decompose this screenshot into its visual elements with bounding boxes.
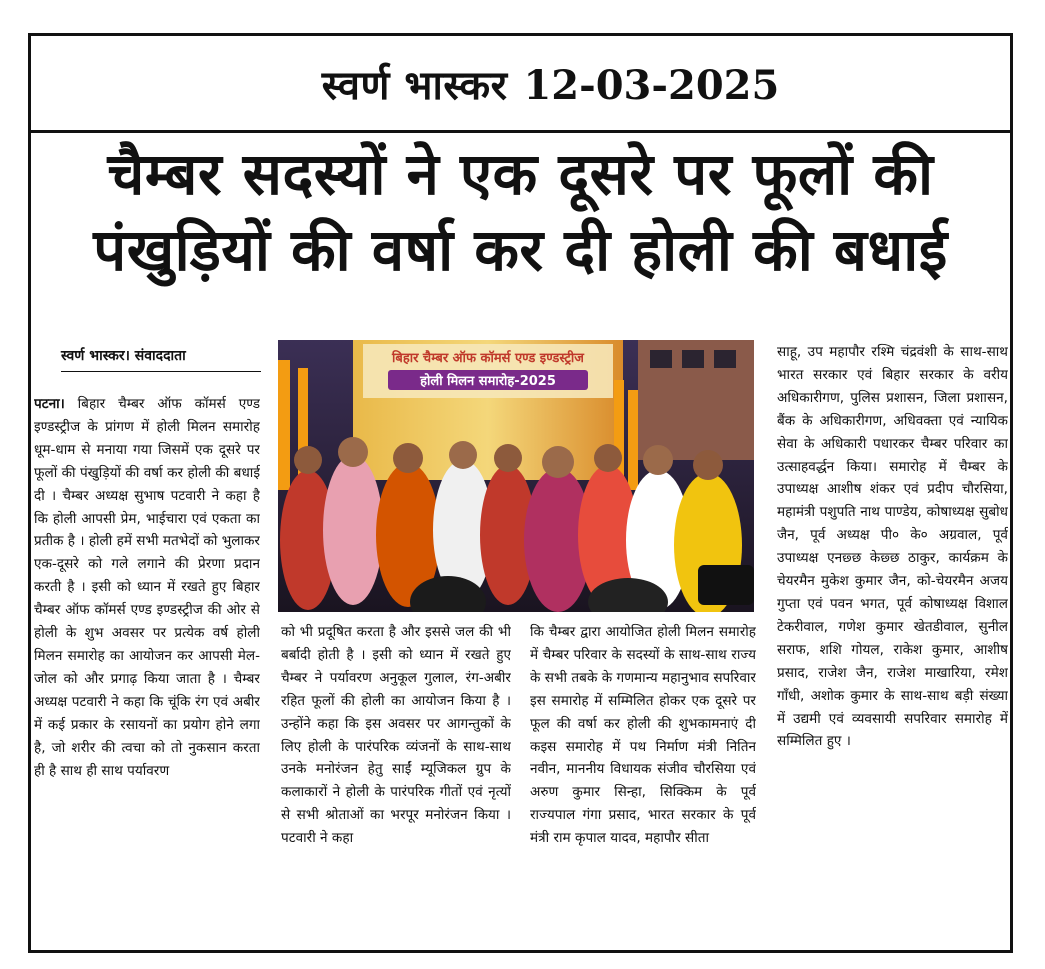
article-column-1 <box>34 393 260 948</box>
masthead <box>31 36 1010 133</box>
headline <box>31 136 1010 288</box>
article-column-1-text: बिहार चैम्बर ऑफ कॉमर्स एण्ड इण्डस्ट्रीज के प्रांगण में होली मिलन समारोह धूम-धाम से मनाया गया जिसमें एक दूसरे पर फूलों की पंखुड़ियों की वर्षा कर होली की बधाई दी । चैम्बर अध्यक्ष सुभाष पटवारी ने कहा है कि होली आपसी प्रेम, भाईचारा एवं एकता का प्रतीक है । होली हमें सभी मतभेदों को भुलाकर एक-दूसरे को गले लगाने की प्रेरणा प्रदान करती है । इसी को ध्यान में रखते हुए बिहार चैम्बर ऑफ कॉमर्स एण्ड इण्डस्ट्रीज की ओर से होली के शुभ अवसर पर प्रत्येक वर्ष होली मिलन समारोह का आयोजन कर आपसी मेल-जोल को और प्रगाढ़ किया जाता है । चैम्बर अध्यक्ष पटवारी ने कहा कि चूंकि रंग एवं अबीर में कई प्रकार के रसायनों का प्रयोग होने लगा है, जो शरीर की त्वचा को तो नुकसान करता ही है साथ ही साथ पर्यावरण <box>34 396 260 779</box>
article-column-3: कि चैम्बर द्वारा आयोजित होली मिलन समारोह में चैम्बर परिवार के सदस्यों के साथ-साथ राज्य के सभी तबके के गणमान्य महानुभाव सपरिवार इस समारोह में सम्मिलित होकर एक दूसरे पर फूल की वर्षा कर होली की शुभकामनाएं दी कइस समारोह में पथ निर्माण मंत्री नितिन नवीन, माननीय विधायक संजीव चौरसिया एवं अरुण कुमार सिन्हा, सिक्किम के पूर्व राज्यपाल गंगा प्रसाद, भारत सरकार के पूर्व मंत्री राम कृपाल यादव, महापौर सीता <box>530 624 756 847</box>
banner-text-line-2: होली मिलन समारोह-2025 <box>420 374 556 389</box>
publication-name: स्वर्ण भास्कर <box>321 62 508 109</box>
article-column-2: को भी प्रदूषित करता है और इससे जल की भी बर्बादी होती है । इसी को ध्यान में रखते हुए चैम्बर ने पर्यावरण अनुकूल गुलाल, रंग-अबीर रहित फूलों की होली का आयोजन किया है । उन्होंने कहा कि इस अवसर पर आगन्तुकों के लिए होली के पारंपरिक व्यंजनों के साथ-साथ उनके मनोरंजन हेतु साईं म्यूजिकल ग्रुप के कलाकारों ने होली के पारंपरिक गीतों एवं नृत्यों से सभी श्रोताओं का भरपूर मनोरंजन किया । पटवारी ने कहा <box>281 624 511 847</box>
byline: स्वर्ण भास्कर। संवाददाता <box>61 346 261 372</box>
article-column-4: साहू, उप महापौर रश्मि चंद्रवंशी के साथ-साथ भारत सरकार एवं बिहार सरकार के वरीय अधिकारीगण, पुलिस प्रशासन, जिला प्रशासन, बैंक के अधिकारीगण, अधिवक्ता एवं न्यायिक सेवा के अधिकारी पधारकर चैम्बर परिवार का उत्साहवर्द्धन किया। समारोह में चैम्बर के उपाध्यक्ष आशीष शंकर एवं प्रदीप चौरसिया, महामंत्री पशुपति नाथ पाण्डेय, कोषाध्यक्ष सुबोध जैन, पूर्व अध्यक्ष पी० के० अग्रवाल, पूर्व उपाध्यक्ष एनछ्छ केछ्छ ठाकुर, कार्यक्रम के चेयरमैन मुकेश कुमार जैन, को-चेयरमैन अजय गुप्ता एवं पवन भगत, पूर्व कोषाध्यक्ष विशाल टेकरीवाल, गणेश कुमार खेतडीवाल, सुनील सराफ, शशि गोयल, राकेश कुमार, आशीष प्रसाद, राजेश जैन, राजेश माखारिया, रमेश गाँधी, अशोक कुमार के साथ-साथ बड़ी संख्या में उद्यमी एवं व्यवसायी सपरिवार समारोह में सम्मिलित हुए । <box>777 344 1008 750</box>
event-photo-illustration <box>278 340 754 612</box>
headline-line-1: चैम्बर सदस्यों ने एक दूसरे पर फूलों की <box>107 140 934 208</box>
banner-text-line-1: बिहार चैम्बर ऑफ कॉमर्स एण्ड इण्डस्ट्रीज <box>392 351 584 366</box>
publication-date: 12-03-2025 <box>523 61 780 109</box>
headline-line-2: पंखुड़ियों की वर्षा कर दी होली की बधाई <box>93 216 948 284</box>
dateline: पटना। <box>34 396 65 412</box>
newspaper-clipping <box>28 33 1013 953</box>
event-photo <box>278 340 754 612</box>
